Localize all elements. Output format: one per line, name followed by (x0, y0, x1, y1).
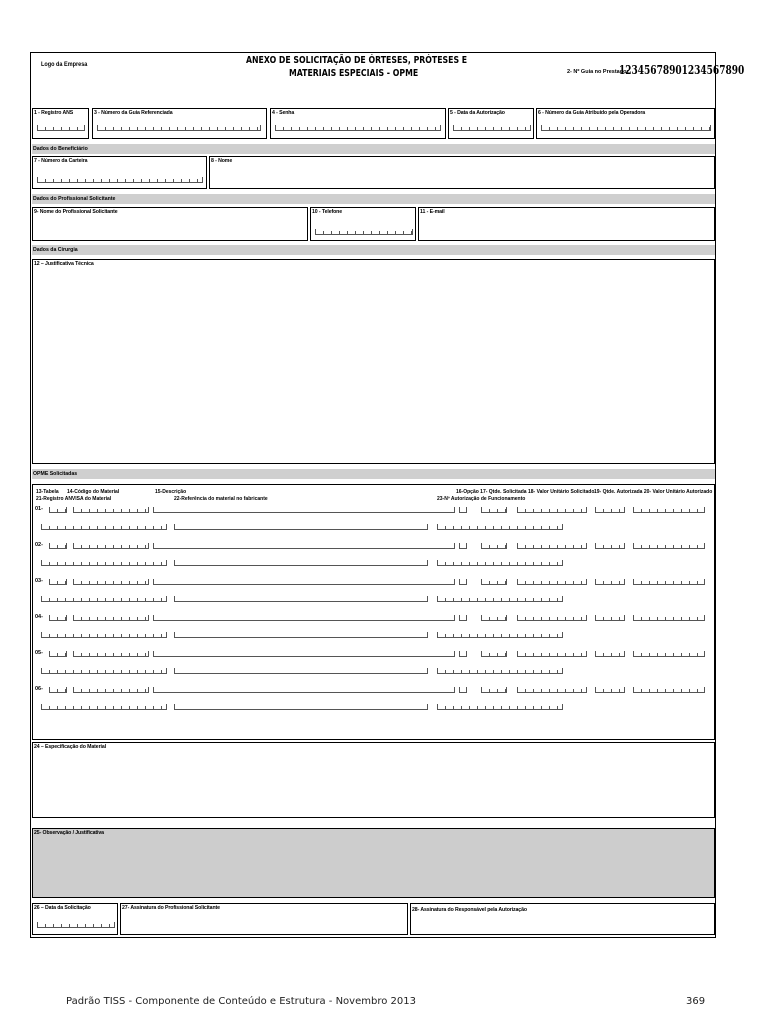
opme-tabela-input[interactable] (49, 615, 67, 621)
opme-valor-solicitado-input[interactable] (517, 579, 587, 585)
opme-descricao-input[interactable] (153, 507, 455, 513)
guia-operadora-label: 6 - Número da Guia Atribuído pela Operadora (538, 110, 646, 116)
numero-carteira-field[interactable] (32, 156, 207, 189)
opme-autorizacao-funcionamento-input[interactable] (437, 704, 563, 710)
opme-row-number: 03- (35, 578, 43, 584)
opme-qtde-solicitada-input[interactable] (481, 687, 507, 693)
opme-qtde-autorizada-input[interactable] (595, 507, 625, 513)
page-number: 369 (686, 996, 706, 1007)
opme-tabela-input[interactable] (49, 579, 67, 585)
opme-row-number: 04- (35, 614, 43, 620)
observacao-label: 25- Observação / Justificativa (34, 830, 104, 836)
opme-header-descricao: 15-Descrição (155, 489, 187, 495)
form-title-line1: ANEXO DE SOLICITAÇÃO DE ÓRTESES, PRÓTESES E (246, 55, 468, 66)
section-opme (32, 469, 715, 479)
opme-row-number: 02- (35, 542, 43, 548)
email-label: 11 - E-mail (420, 209, 445, 215)
opme-descricao-input[interactable] (153, 579, 455, 585)
opme-valor-autorizado-input[interactable] (633, 615, 705, 621)
opme-form (30, 52, 745, 938)
opme-tabela-input[interactable] (49, 507, 67, 513)
footer-text: Padrão TISS - Componente de Conteúdo e Estrutura - Novembro 2013 (66, 996, 416, 1007)
opme-header-qtde-valor-autorizado: 19- Qtde. Autorizada 20- Valor Unitário Autorizado (594, 489, 713, 495)
telefone-input[interactable] (315, 229, 413, 235)
guia-prestador-label: 2- Nº Guia no Prestador (567, 69, 629, 75)
opme-tabela-input[interactable] (49, 651, 67, 657)
section-profissional-label: Dados do Profissional Solicitante (33, 196, 116, 202)
opme-tabela-input[interactable] (49, 543, 67, 549)
data-solicitacao-input[interactable] (37, 922, 115, 928)
opme-valor-autorizado-input[interactable] (633, 543, 705, 549)
opme-valor-solicitado-input[interactable] (517, 615, 587, 621)
opme-descricao-input[interactable] (153, 651, 455, 657)
senha-field[interactable] (270, 108, 446, 139)
opme-header-tabela: 13-Tabela (36, 489, 59, 495)
opme-header-referencia: 22-Referência do material no fabricante (174, 496, 268, 502)
opme-qtde-autorizada-input[interactable] (595, 579, 625, 585)
profissional-field[interactable] (32, 207, 308, 241)
guia-referenciada-label: 3 - Número da Guia Referenciada (94, 110, 173, 116)
section-cirurgia-label: Dados da Cirurgia (33, 247, 78, 253)
form-title-line2: MATERIAIS ESPECIAIS - OPME (289, 68, 419, 79)
data-autorizacao-label: 5 - Data da Autorização (450, 110, 505, 116)
section-opme-label: OPME Solicitadas (33, 471, 78, 477)
opme-tabela-input[interactable] (49, 687, 67, 693)
section-beneficiario-label: Dados do Beneficiário (33, 146, 88, 152)
opme-opcao-input[interactable] (459, 615, 467, 621)
section-cirurgia (32, 245, 715, 255)
opme-codigo-input[interactable] (73, 651, 149, 657)
nome-label: 8 - Nome (211, 158, 233, 164)
company-logo: Logo da Empresa (41, 61, 88, 68)
opme-codigo-input[interactable] (73, 507, 149, 513)
opme-qtde-autorizada-input[interactable] (595, 687, 625, 693)
opme-header-opcao-qtde-valor: 16-Opção 17- Qtde. Solicitada 18- Valor Unitário Solicitado (456, 489, 595, 495)
opme-registro-anvisa-input[interactable] (41, 704, 167, 710)
guia-referenciada-input[interactable] (97, 125, 261, 131)
opme-codigo-input[interactable] (73, 543, 149, 549)
opme-referencia-input[interactable] (174, 560, 428, 566)
opme-registro-anvisa-input[interactable] (41, 668, 167, 674)
nome-field[interactable] (209, 156, 715, 189)
opme-opcao-input[interactable] (459, 687, 467, 693)
opme-header-autorizacao-funcionamento: 23-Nº Autorização de Funcionamento (437, 496, 526, 502)
opme-table (32, 484, 715, 740)
opme-descricao-input[interactable] (153, 615, 455, 621)
opme-row-number: 06- (35, 686, 43, 692)
opme-autorizacao-funcionamento-input[interactable] (437, 596, 563, 602)
guia-prestador-number: 12345678901234567890 (619, 62, 745, 77)
opme-valor-solicitado-input[interactable] (517, 651, 587, 657)
especificacao-field[interactable] (32, 742, 715, 818)
profissional-label: 9- Nome do Profissional Solicitante (34, 209, 118, 215)
opme-autorizacao-funcionamento-input[interactable] (437, 524, 563, 530)
data-autorizacao-input[interactable] (453, 125, 531, 131)
opme-qtde-autorizada-input[interactable] (595, 543, 625, 549)
justificativa-field[interactable] (32, 259, 715, 464)
opme-qtde-solicitada-input[interactable] (481, 651, 507, 657)
opme-referencia-input[interactable] (174, 596, 428, 602)
opme-referencia-input[interactable] (174, 704, 428, 710)
guia-referenciada-field[interactable] (92, 108, 267, 139)
especificacao-label: 24 – Especificação do Material (34, 744, 106, 750)
opme-registro-anvisa-input[interactable] (41, 560, 167, 566)
registro-ans-field[interactable] (32, 108, 89, 139)
opme-valor-solicitado-input[interactable] (517, 543, 587, 549)
opme-valor-solicitado-input[interactable] (517, 507, 587, 513)
opme-opcao-input[interactable] (459, 507, 467, 513)
opme-referencia-input[interactable] (174, 632, 428, 638)
guia-operadora-field[interactable] (536, 108, 715, 139)
numero-carteira-input[interactable] (37, 177, 203, 183)
opme-qtde-solicitada-input[interactable] (481, 507, 507, 513)
opme-autorizacao-funcionamento-input[interactable] (437, 668, 563, 674)
assinatura-responsavel-field[interactable] (410, 903, 715, 935)
opme-qtde-solicitada-input[interactable] (481, 579, 507, 585)
data-autorizacao-field[interactable] (448, 108, 534, 139)
opme-valor-solicitado-input[interactable] (517, 687, 587, 693)
assinatura-responsavel-label: 28- Assinatura do Responsável pela Autorização (412, 907, 527, 913)
opme-descricao-input[interactable] (153, 687, 455, 693)
opme-registro-anvisa-input[interactable] (41, 596, 167, 602)
opme-codigo-input[interactable] (73, 615, 149, 621)
opme-qtde-autorizada-input[interactable] (595, 651, 625, 657)
opme-referencia-input[interactable] (174, 524, 428, 530)
opme-autorizacao-funcionamento-input[interactable] (437, 632, 563, 638)
opme-row-number: 05- (35, 650, 43, 656)
opme-opcao-input[interactable] (459, 651, 467, 657)
opme-codigo-input[interactable] (73, 687, 149, 693)
data-solicitacao-label: 26 – Data da Solicitação (34, 905, 91, 911)
telefone-field[interactable] (310, 207, 416, 241)
opme-descricao-input[interactable] (153, 543, 455, 549)
opme-qtde-solicitada-input[interactable] (481, 543, 507, 549)
opme-header-registro-anvisa: 21-Registro ANVISA do Material (36, 496, 112, 502)
assinatura-profissional-field[interactable] (120, 903, 408, 935)
registro-ans-label: 1 - Registro ANS (34, 110, 74, 116)
opme-qtde-solicitada-input[interactable] (481, 615, 507, 621)
email-field[interactable] (418, 207, 715, 241)
opme-codigo-input[interactable] (73, 579, 149, 585)
justificativa-label: 12 – Justificativa Técnica (34, 261, 94, 267)
opme-opcao-input[interactable] (459, 579, 467, 585)
opme-valor-autorizado-input[interactable] (633, 579, 705, 585)
opme-autorizacao-funcionamento-input[interactable] (437, 560, 563, 566)
numero-carteira-label: 7 - Número da Carteira (34, 158, 88, 164)
opme-row-number: 01- (35, 506, 43, 512)
senha-input[interactable] (275, 125, 441, 131)
section-profissional (32, 194, 715, 204)
observacao-field[interactable] (32, 828, 715, 898)
opme-opcao-input[interactable] (459, 543, 467, 549)
guia-operadora-input[interactable] (541, 125, 711, 131)
assinatura-profissional-label: 27- Assinatura do Profissional Solicitante (122, 905, 220, 911)
registro-ans-input[interactable] (37, 125, 85, 131)
section-beneficiario (32, 144, 715, 154)
data-solicitacao-field[interactable] (32, 903, 118, 935)
opme-valor-autorizado-input[interactable] (633, 507, 705, 513)
telefone-label: 10 - Telefone (312, 209, 343, 215)
senha-label: 4 - Senha (272, 110, 295, 116)
opme-valor-autorizado-input[interactable] (633, 651, 705, 657)
opme-referencia-input[interactable] (174, 668, 428, 674)
opme-registro-anvisa-input[interactable] (41, 632, 167, 638)
opme-valor-autorizado-input[interactable] (633, 687, 705, 693)
opme-registro-anvisa-input[interactable] (41, 524, 167, 530)
opme-header-codigo: 14-Código do Material (67, 489, 120, 495)
opme-qtde-autorizada-input[interactable] (595, 615, 625, 621)
